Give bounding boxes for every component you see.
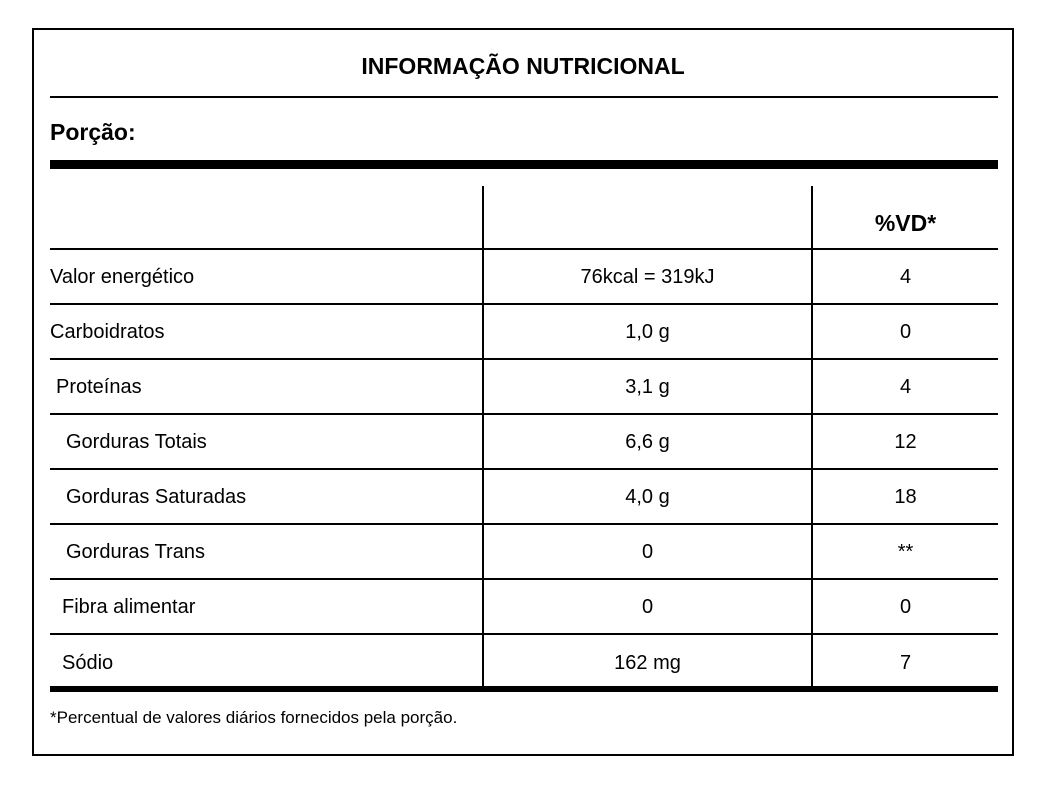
nutrient-name: Gorduras Saturadas bbox=[50, 470, 484, 523]
table-row bbox=[50, 250, 998, 305]
nutrition-facts-panel bbox=[32, 28, 1014, 756]
table-bottom-divider bbox=[50, 686, 998, 692]
table-row bbox=[50, 360, 998, 415]
nutrient-daily-value: 4 bbox=[899, 375, 912, 398]
table-row bbox=[50, 305, 998, 360]
nutrient-name: Valor energético bbox=[50, 250, 484, 303]
nutrient-amount: 162 mg bbox=[484, 635, 813, 690]
nutrient-amount: 76kcal = 319kJ bbox=[484, 250, 813, 303]
nutrition-table bbox=[50, 186, 998, 690]
nutrient-daily-value: 12 bbox=[894, 430, 917, 453]
table-row bbox=[50, 580, 998, 635]
table-row bbox=[50, 415, 998, 470]
nutrient-daily-value: ** bbox=[897, 540, 914, 563]
nutrient-daily-value: 18 bbox=[894, 485, 917, 508]
nutrient-name: Proteínas bbox=[50, 360, 484, 413]
footnote: *Percentual de valores diários fornecidos pela porção. bbox=[50, 708, 458, 727]
header-daily-value: %VD* bbox=[874, 210, 937, 236]
nutrient-name: Gorduras Totais bbox=[50, 415, 484, 468]
header-nutrient bbox=[50, 186, 484, 248]
panel-title: INFORMAÇÃO NUTRICIONAL bbox=[361, 53, 685, 79]
table-row bbox=[50, 470, 998, 525]
portion-label: Porção: bbox=[50, 119, 136, 145]
header-amount bbox=[484, 186, 813, 248]
nutrient-amount: 0 bbox=[484, 525, 813, 578]
nutrient-name: Fibra alimentar bbox=[50, 580, 484, 633]
nutrient-amount: 4,0 g bbox=[484, 470, 813, 523]
nutrient-daily-value: 0 bbox=[899, 320, 912, 343]
table-header-row bbox=[50, 186, 998, 250]
portion-divider bbox=[50, 160, 998, 169]
table-row bbox=[50, 525, 998, 580]
nutrient-name: Gorduras Trans bbox=[50, 525, 484, 578]
nutrient-daily-value: 7 bbox=[899, 651, 912, 674]
nutrient-amount: 0 bbox=[484, 580, 813, 633]
title-divider bbox=[50, 96, 998, 98]
nutrient-amount: 6,6 g bbox=[484, 415, 813, 468]
nutrient-daily-value: 4 bbox=[899, 265, 912, 288]
nutrient-amount: 1,0 g bbox=[484, 305, 813, 358]
table-row bbox=[50, 635, 998, 690]
nutrient-daily-value: 0 bbox=[899, 595, 912, 618]
nutrient-name: Sódio bbox=[50, 635, 484, 690]
nutrient-name: Carboidratos bbox=[50, 305, 484, 358]
nutrient-amount: 3,1 g bbox=[484, 360, 813, 413]
